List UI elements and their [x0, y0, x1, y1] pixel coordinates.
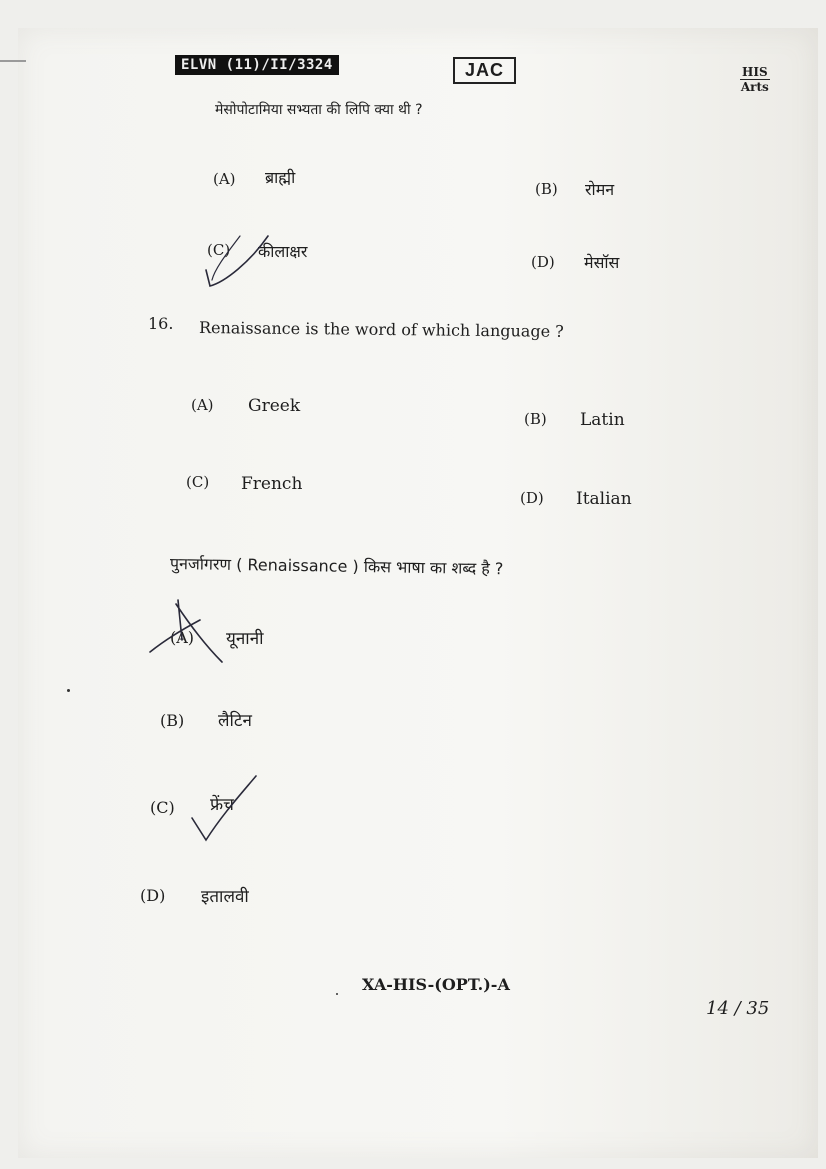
q16-option-c-letter: (C): [186, 473, 210, 491]
q16-option-b-letter: (B): [524, 410, 547, 428]
q16-option-d-letter: (D): [520, 489, 544, 507]
q15-option-a-letter: (A): [213, 170, 236, 188]
q15-option-c-letter: (C): [207, 241, 231, 259]
q16-hindi-option-c-letter: (C): [150, 798, 175, 817]
page-number: 14 / 35: [706, 998, 770, 1019]
q16-hindi-option-d-letter: (D): [140, 886, 166, 905]
q16-hindi-question: पुनर्जागरण ( Renaissance ) किस भाषा का शब्द है ?: [169, 554, 504, 579]
q16-option-a-text: Greek: [248, 396, 301, 416]
margin-line: [0, 60, 26, 62]
q16-hindi-option-a-text: यूनानी: [226, 629, 264, 649]
q16-option-c-text: French: [241, 474, 303, 494]
q16-question: Renaissance is the word of which language ?: [198, 318, 564, 341]
booklet-code: XA-HIS-(OPT.)-A: [362, 975, 510, 994]
q15-option-a-text: ब्राह्मी: [265, 168, 296, 187]
q16-number: 16.: [148, 314, 174, 333]
q16-hindi-option-d-text: इतालवी: [201, 887, 249, 907]
q15-option-b-text: रोमन: [585, 180, 615, 199]
subject-label: [740, 65, 770, 94]
q15-option-c-text: कीलाक्षर: [258, 242, 308, 261]
paper-code-badge: ELVN (11)/II/3324: [175, 55, 339, 75]
q15-option-d-letter: (D): [531, 253, 555, 271]
stream-label: Arts: [740, 80, 769, 94]
q16-hindi-option-c-text: फ्रेंच: [210, 795, 234, 815]
subject-code: HIS: [742, 65, 768, 79]
q15-option-d-text: मेसॉस: [584, 253, 620, 272]
q16-hindi-option-b-text: लैटिन: [218, 711, 252, 731]
q16-hindi-option-a-letter: (A): [170, 628, 195, 647]
q16-option-b-text: Latin: [580, 410, 625, 430]
q16-hindi-option-b-letter: (B): [160, 711, 185, 730]
q15-option-b-letter: (B): [535, 180, 558, 198]
q16-option-a-letter: (A): [191, 396, 214, 414]
q16-option-d-text: Italian: [576, 489, 632, 509]
paper-speck: [67, 689, 70, 692]
paper-speck: [336, 993, 338, 995]
board-label: JAC: [453, 57, 516, 84]
q15-hindi-question: मेसोपोटामिया सभ्यता की लिपि क्या थी ?: [215, 102, 423, 118]
